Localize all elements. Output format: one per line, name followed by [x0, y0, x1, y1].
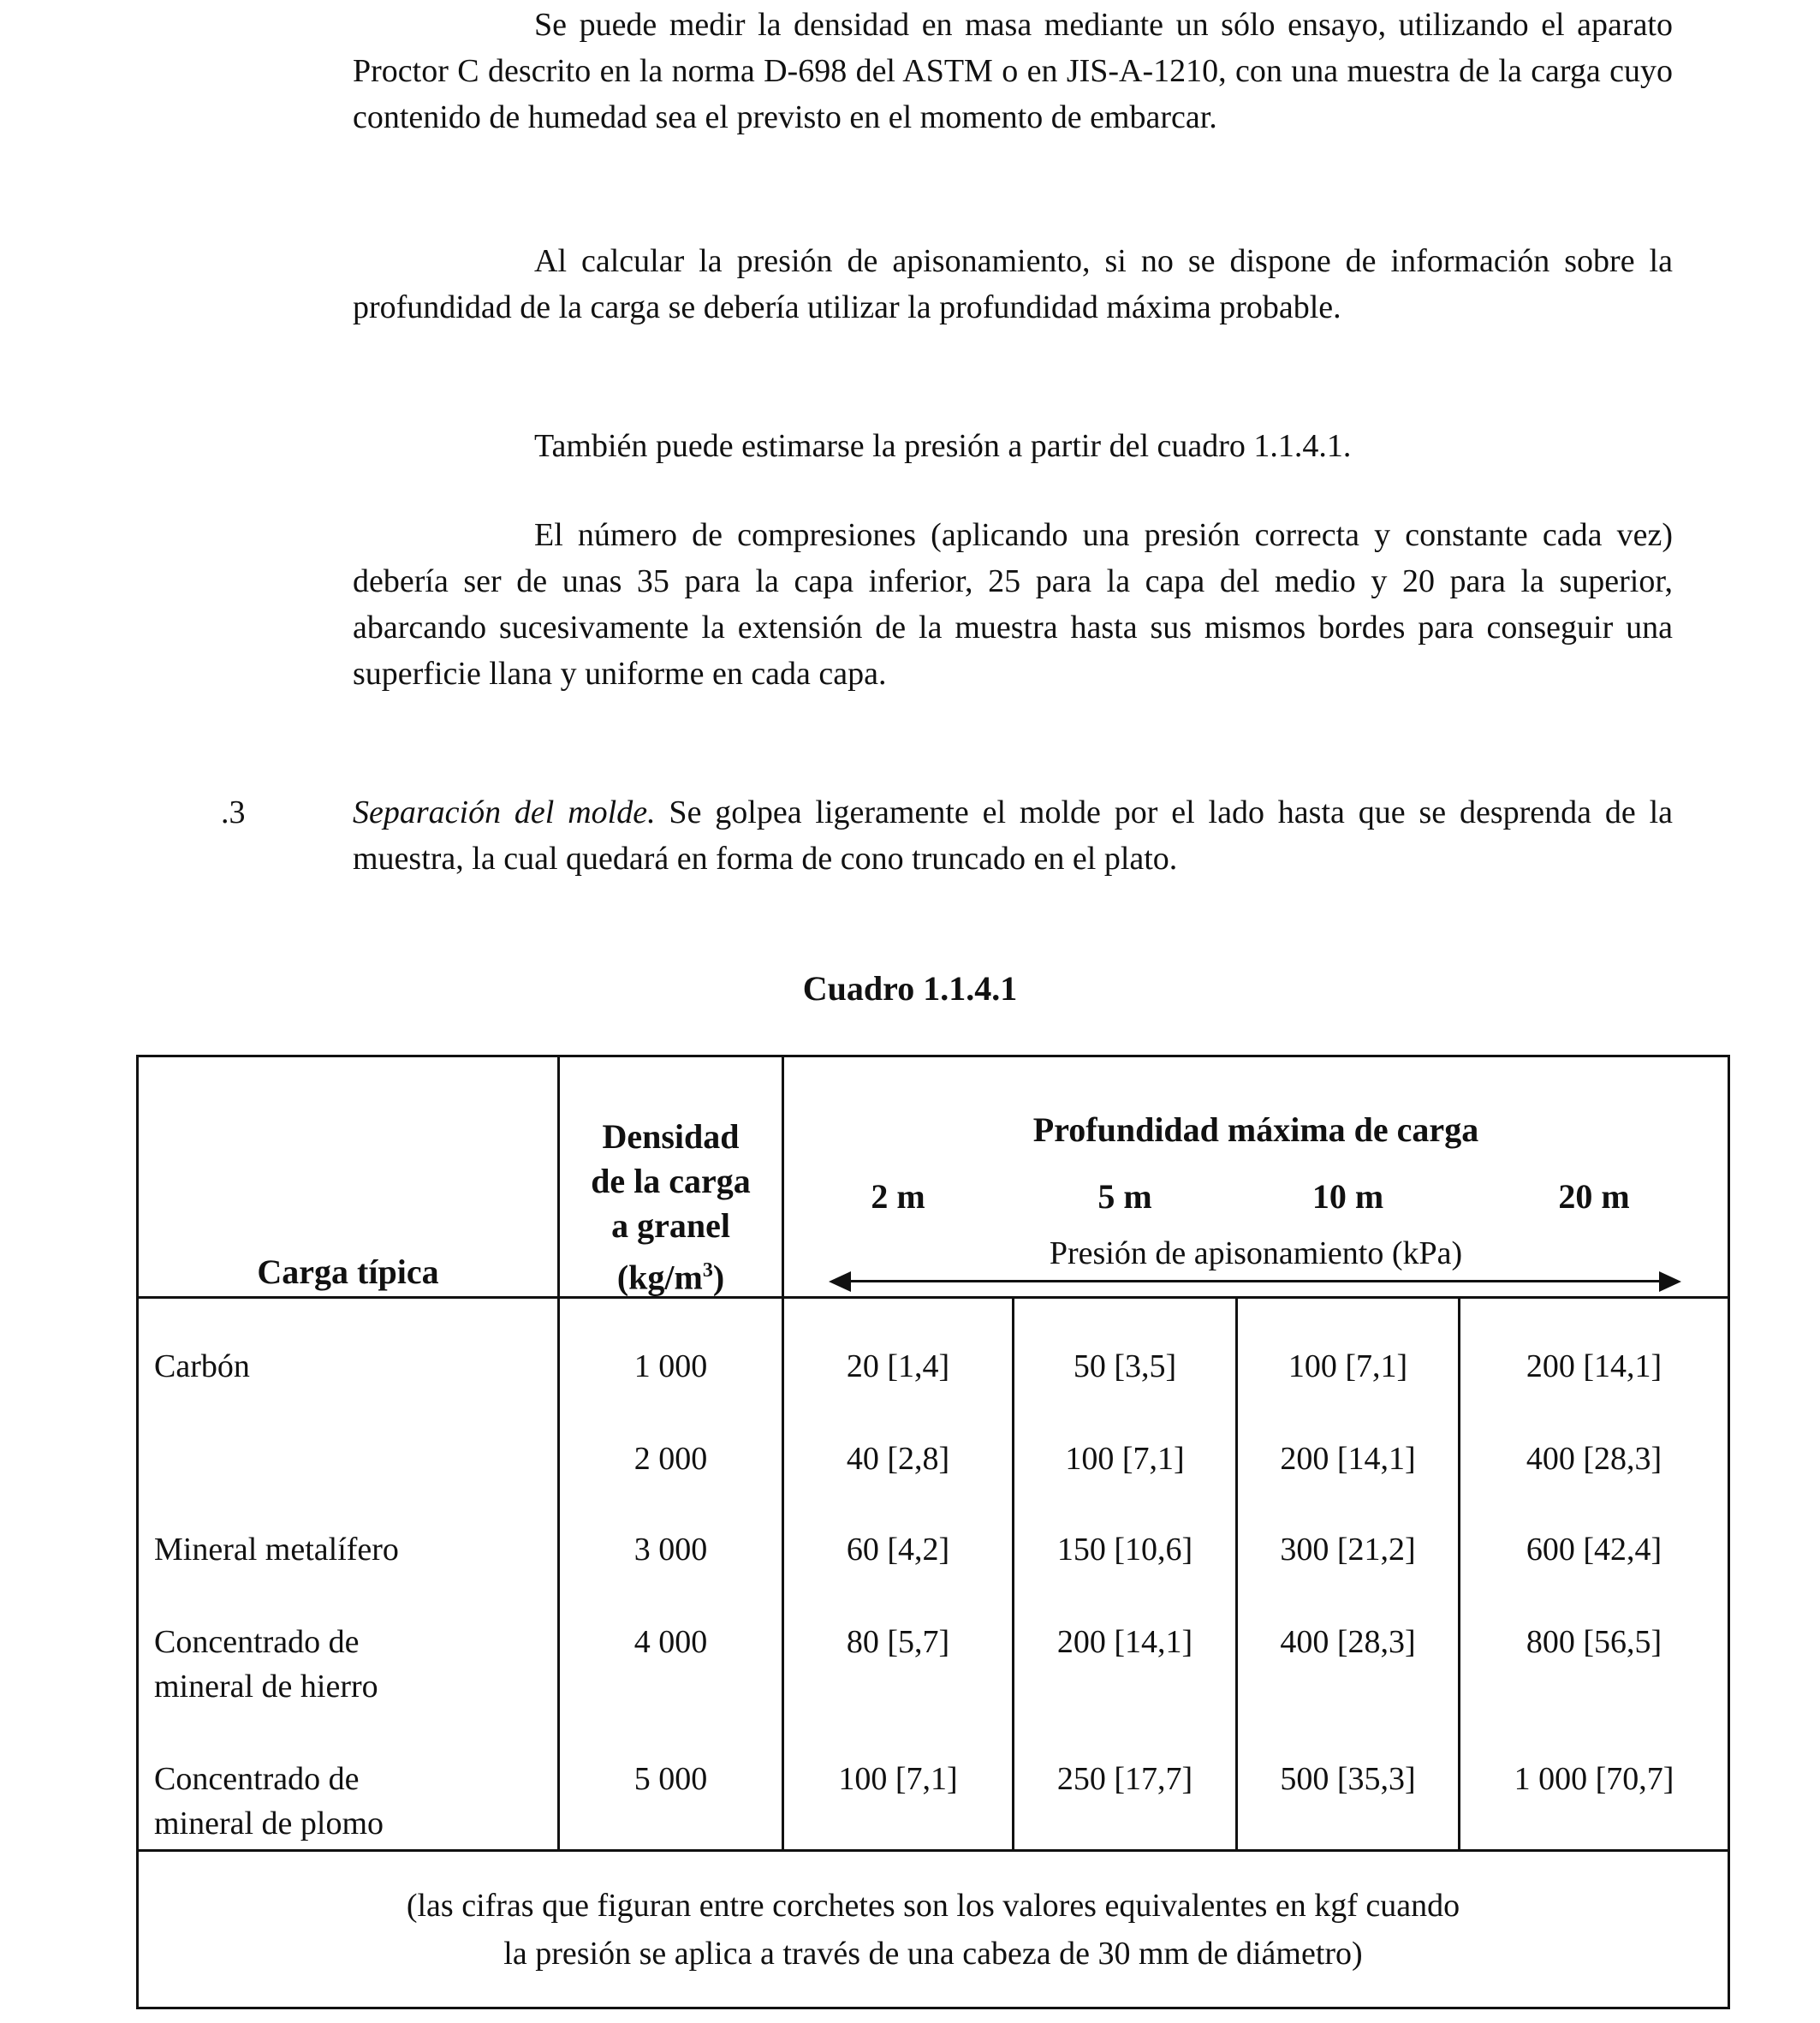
row-1-10m: 100 [7,1] — [1288, 1348, 1408, 1384]
row-5-cargo-line-1: Concentrado de — [154, 1761, 360, 1797]
row-3-5m: 150 [10,6] — [1056, 1532, 1193, 1568]
row-4-20m: 800 [56,5] — [1526, 1624, 1662, 1660]
table-border-left — [136, 1055, 139, 2009]
density-unit-suffix: ) — [712, 1258, 725, 1297]
paragraph-compressions: El número de compresiones (aplicando una presión correcta y constante cada vez) debería ser de unas 35 para la capa inferior, 25 para la capa del medio y 20 para la superior, abarcando sucesivamente la extensión de la muestra hasta sus mismos bordes para conseguir una superficie llana y uniforme en cada capa. — [353, 517, 1673, 692]
row-4-cargo-line-2: mineral de hierro — [154, 1669, 378, 1705]
footnote-line-2: la presión se aplica a través de una cabeza de 30 mm de diámetro) — [503, 1936, 1363, 1972]
row-3-10m: 300 [21,2] — [1280, 1532, 1416, 1568]
header-typical-cargo: Carga típica — [257, 1252, 439, 1291]
row-2-5m: 100 [7,1] — [1065, 1441, 1185, 1477]
row-1-density: 1 000 — [633, 1348, 708, 1384]
table-border-top — [136, 1055, 1730, 1057]
row-4-2m: 80 [5,7] — [846, 1624, 950, 1660]
row-5-density: 5 000 — [633, 1761, 708, 1797]
header-density-unit — [560, 1248, 782, 1300]
row-4-5m: 200 [14,1] — [1056, 1624, 1193, 1660]
row-1-20m: 200 [14,1] — [1526, 1348, 1662, 1384]
row-2-20m: 400 [28,3] — [1526, 1441, 1662, 1477]
row-5-20m: 1 000 [70,7] — [1514, 1761, 1674, 1797]
header-density-line-1: Densidad — [602, 1117, 740, 1156]
paragraph-bulk-density: Se puede medir la densidad en masa mediante un sólo ensayo, utilizando el aparato Proctor C descrito en la norma D-698 del ASTM o en JIS-A-1210, con una muestra de la carga cuyo contenido de humedad sea el previsto en el momento de embarcar. — [353, 7, 1673, 135]
header-max-depth: Profundidad máxima de carga — [1032, 1110, 1479, 1149]
footnote-divider — [136, 1849, 1730, 1852]
footnote-line-1: (las cifras que figuran entre corchetes son los valores equivalentes en kgf cuando — [406, 1888, 1460, 1924]
header-pressure-label: Presión de apisonamiento (kPa) — [1049, 1235, 1463, 1271]
table-title: Cuadro 1.1.4.1 — [802, 969, 1018, 1008]
row-4-cargo-line-1: Concentrado de — [154, 1624, 360, 1660]
header-depth-2m: 2 m — [871, 1177, 925, 1216]
arrow-right-icon — [1659, 1271, 1681, 1292]
row-4-10m: 400 [28,3] — [1280, 1624, 1416, 1660]
row-3-density: 3 000 — [633, 1532, 708, 1568]
row-3-cargo: Mineral metalífero — [154, 1532, 399, 1568]
row-5-cargo-line-2: mineral de plomo — [154, 1806, 384, 1842]
table-border-bottom — [136, 2007, 1730, 2009]
header-depth-10m: 10 m — [1311, 1177, 1384, 1216]
row-5-2m: 100 [7,1] — [838, 1761, 958, 1797]
row-1-5m: 50 [3,5] — [1073, 1348, 1177, 1384]
table-border-right — [1728, 1055, 1730, 2009]
density-unit-exponent: 3 — [702, 1259, 713, 1282]
row-3-2m: 60 [4,2] — [846, 1532, 950, 1568]
row-4-density: 4 000 — [633, 1624, 708, 1660]
row-1-cargo: Carbón — [154, 1348, 250, 1384]
paragraph-tamping-pressure: Al calcular la presión de apisonamiento, si no se dispone de información sobre la profundidad de la carga se debería utilizar la profundidad máxima probable. — [353, 243, 1673, 325]
header-density-line-3: a granel — [611, 1206, 730, 1245]
row-5-5m: 250 [17,7] — [1056, 1761, 1193, 1797]
row-5-10m: 500 [35,3] — [1280, 1761, 1416, 1797]
item-number: .3 — [221, 794, 246, 830]
header-depth-20m: 20 m — [1558, 1177, 1630, 1216]
item-lead: Separación del molde. — [353, 794, 656, 830]
row-2-10m: 200 [14,1] — [1280, 1441, 1416, 1477]
header-divider — [136, 1296, 1730, 1299]
row-2-density: 2 000 — [633, 1441, 708, 1477]
density-unit-prefix: (kg/m — [616, 1258, 703, 1297]
paragraph-table-reference: También puede estimarse la presión a partir del cuadro 1.1.4.1. — [534, 428, 1352, 464]
row-3-20m: 600 [42,4] — [1526, 1532, 1662, 1568]
row-1-2m: 20 [1,4] — [846, 1348, 950, 1384]
row-2-2m: 40 [2,8] — [846, 1441, 950, 1477]
header-depth-5m: 5 m — [1097, 1177, 1152, 1216]
arrow-left-icon — [829, 1271, 851, 1292]
pressure-arrow-line — [848, 1280, 1661, 1282]
item-text: Se golpea ligeramente el molde por el lado hasta que se desprenda de la muestra, la cual quedará en forma de cono truncado en el plato. — [353, 794, 1673, 877]
header-density-line-2: de la carga — [591, 1162, 751, 1200]
